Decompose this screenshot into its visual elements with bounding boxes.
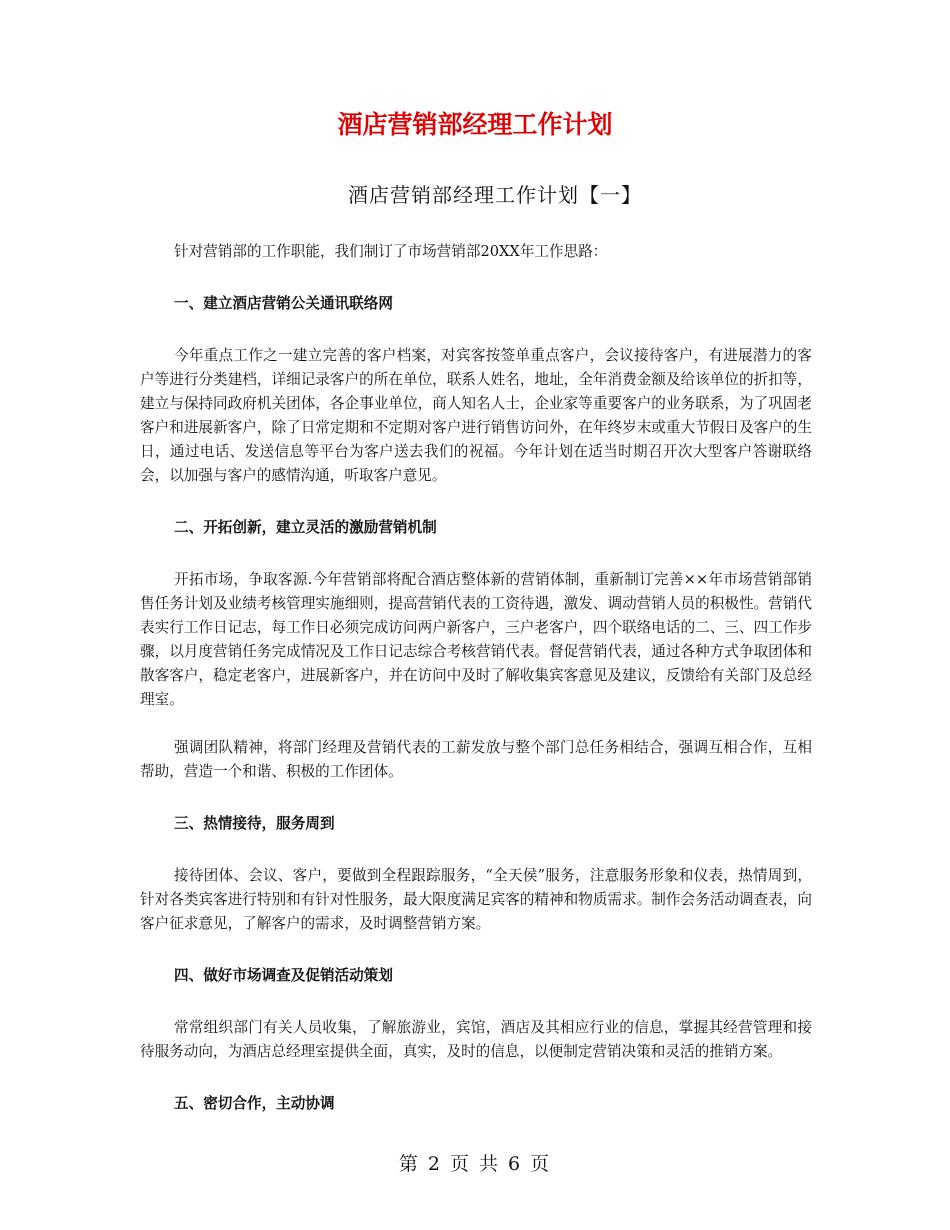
section-2-paragraph-1: 开拓市场，争取客源.今年营销部将配合酒店整体新的营销体制，重新制订完善××年市场营销部销售任务计划及业绩考核管理实施细则，提高营销代表的工资待遇，激发、调动营销人员的积极性。营销代表实行工作日记志，每工作日必须完成访问两户新客户，三户老客户，四个联络电话的二、三、四工作步骤，以月度营销任务完成情况及工作日记志综合考核营销代表。督促营销代表，通过各种方式争取团体和散客客户，稳定老客户，进展新客户，并在访问中及时了解收集宾客意见及建议，反馈给有关部门及总经理室。 bbox=[140, 571, 812, 708]
section-2-paragraph-2: 强调团队精神，将部门经理及营销代表的工薪发放与整个部门总任务相结合，强调互相合作，互相帮助，营造一个和谐、积极的工作团体。 bbox=[140, 739, 812, 780]
document-body bbox=[140, 240, 812, 1116]
section-4-paragraph-1: 常常组织部门有关人员收集，了解旅游业，宾馆，酒店及其相应行业的信息，掌握其经营管理和接待服务动向，为酒店总经理室提供全面，真实，及时的信息，以便制定营销决策和灵活的推销方案。 bbox=[140, 1019, 812, 1060]
document-subtitle: 酒店营销部经理工作计划【一】 bbox=[348, 183, 642, 207]
section-1-paragraph-1: 今年重点工作之一建立完善的客户档案，对宾客按签单重点客户，会议接待客户，有进展潜力的客户等进行分类建档，详细记录客户的所在单位，联系人姓名，地址，全年消费金额及给该单位的折扣等，建立与保持同政府机关团体，各企事业单位，商人知名人士，企业家等重要客户的业务联系，为了巩固老客户和进展新客户，除了日常定期和不定期对客户进行销售访问外，在年终岁末或重大节假日及客户的生日，通过电话、发送信息等平台为客户送去我们的祝福。今年计划在适当时期召开次大型客户答谢联络会，以加强与客户的感情沟通，听取客户意见。 bbox=[140, 347, 812, 484]
section-heading-3: 三、热情接待，服务周到 bbox=[174, 815, 335, 832]
section-heading-4: 四、做好市场调查及促销活动策划 bbox=[174, 967, 393, 984]
section-heading-1: 一、建立酒店营销公关通讯联络网 bbox=[174, 295, 393, 312]
document-title: 酒店营销部经理工作计划 bbox=[337, 110, 613, 139]
section-heading-5: 五、密切合作，主动协调 bbox=[174, 1095, 335, 1112]
section-3-paragraph-1: 接待团体、会议、客户，要做到全程跟踪服务，“全天侯”服务，注意服务形象和仪表，热情周到，针对各类宾客进行特别和有针对性服务，最大限度满足宾客的精神和物质需求。制作会务活动调查表，向客户征求意见，了解客户的需求，及时调整营销方案。 bbox=[140, 867, 812, 932]
page-footer: 第 2 页 共 6 页 bbox=[398, 1153, 552, 1175]
section-heading-2: 二、开拓创新，建立灵活的激励营销机制 bbox=[174, 519, 437, 536]
intro-paragraph: 针对营销部的工作职能，我们制订了市场营销部20XX年工作思路： bbox=[174, 243, 608, 260]
